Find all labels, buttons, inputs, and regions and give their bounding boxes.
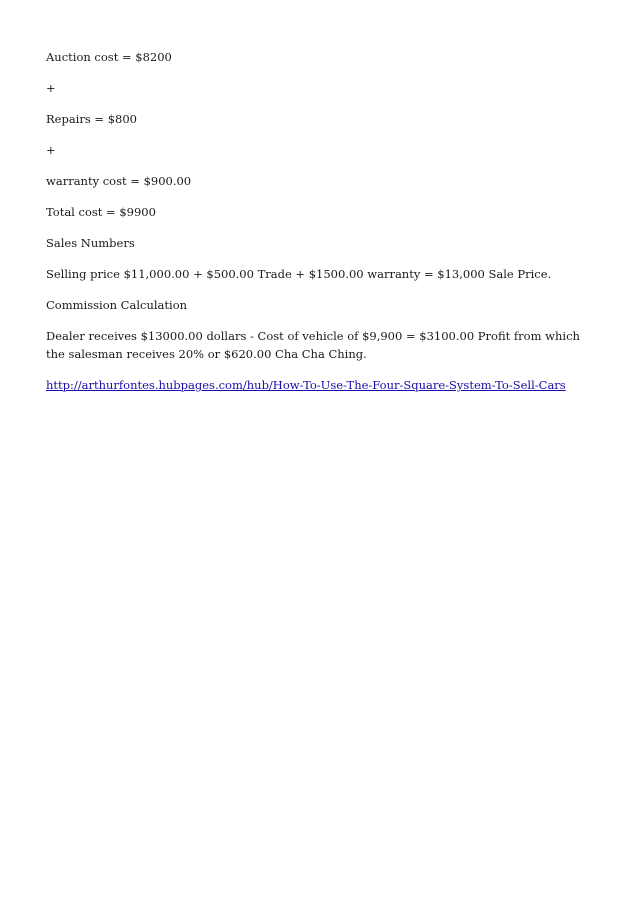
selling-price-line: Selling price $11,000.00 + $500.00 Trade + $1500.00 warranty = $13,000 Sale Price.	[46, 267, 552, 281]
warranty-cost-line: warranty cost = $900.00	[46, 174, 192, 188]
repairs-line: Repairs = $800	[46, 112, 137, 126]
document-body	[46, 48, 586, 407]
commission-calculation-heading: Commission Calculation	[46, 298, 188, 312]
source-link-paragraph	[46, 376, 586, 394]
plus-sign: +	[46, 143, 56, 157]
auction-cost-line: Auction cost = $8200	[46, 50, 172, 64]
plus-sign: +	[46, 81, 56, 95]
sales-numbers-heading: Sales Numbers	[46, 236, 135, 250]
dealer-receives-paragraph: Dealer receives $13000.00 dollars - Cost of vehicle of $9,900 = $3100.00 Profit from which the salesman receives 20% or $620.00 Cha Cha Ching.	[46, 329, 580, 361]
source-link[interactable]: http://arthurfontes.hubpages.com/hub/How-To-Use-The-Four-Square-System-To-Sell-Cars	[46, 378, 566, 392]
total-cost-line: Total cost = $9900	[46, 205, 156, 219]
